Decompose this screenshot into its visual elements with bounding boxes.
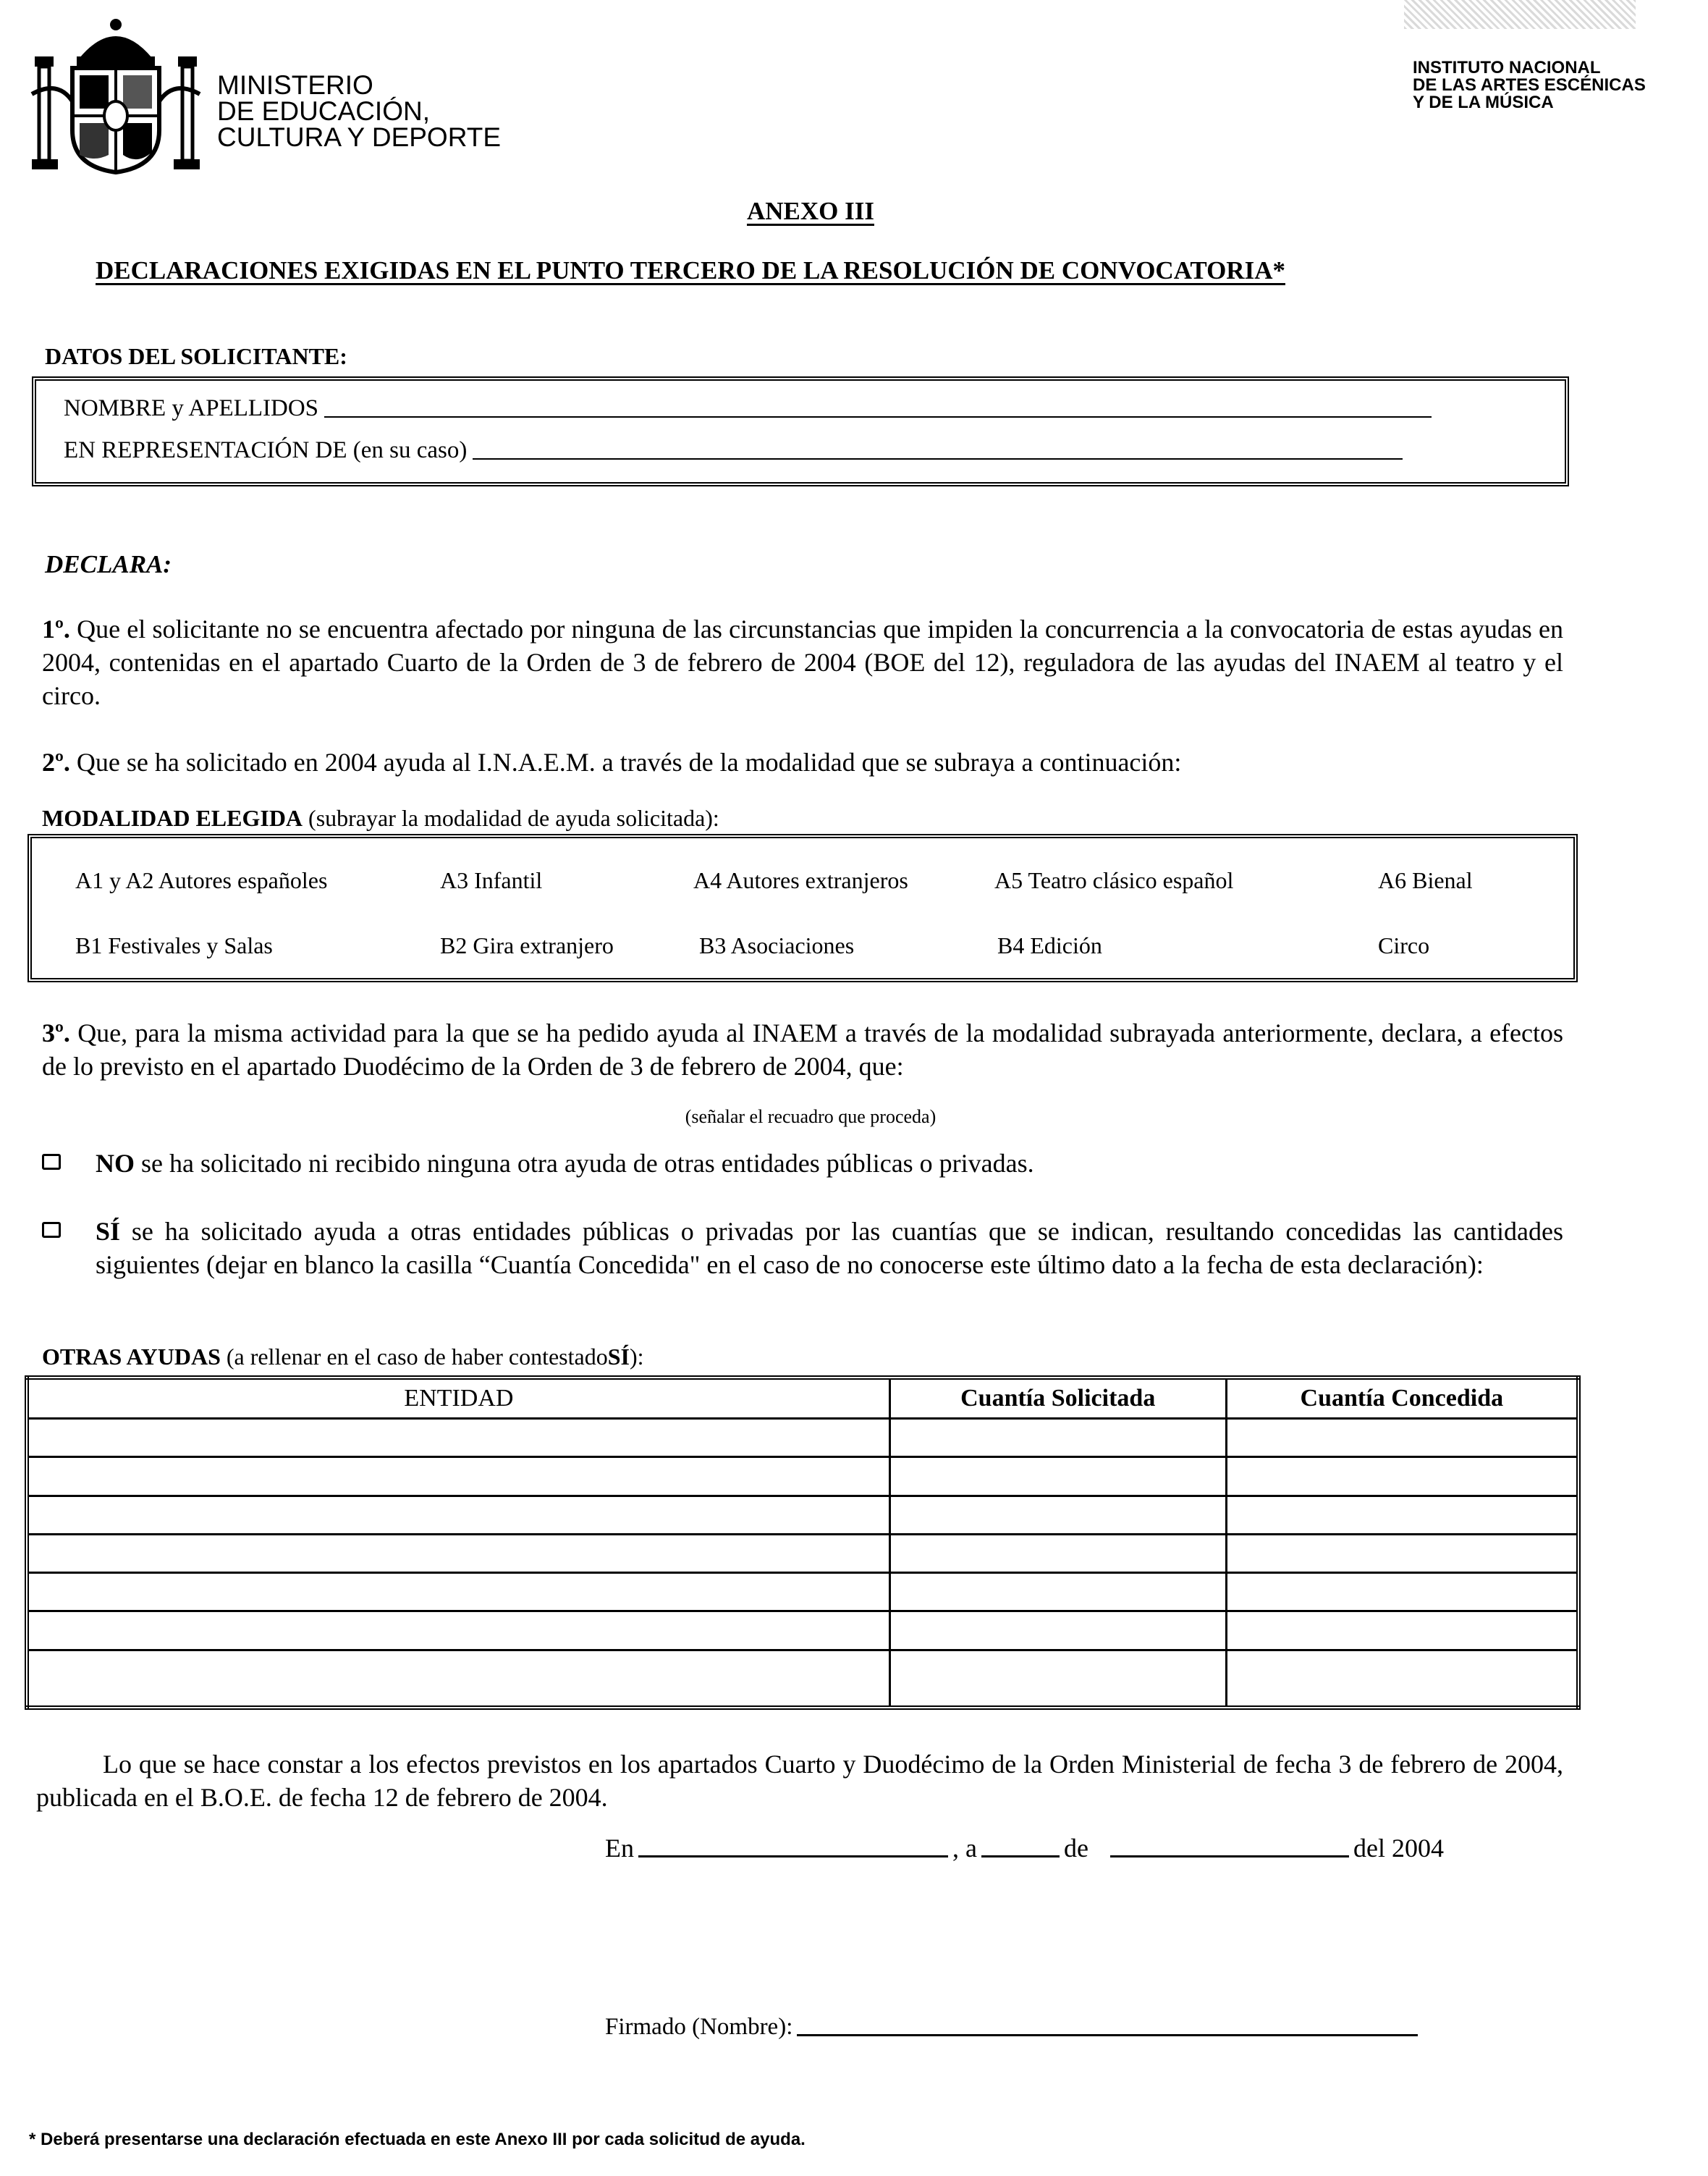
document-title (0, 197, 1621, 226)
modalidad-option[interactable]: Circo (1378, 932, 1430, 958)
modalidad-label-rest: (subrayar la modalidad de ayuda solicitada): (308, 805, 719, 831)
name-field[interactable] (324, 415, 1432, 418)
date-line (605, 1833, 1444, 1863)
concedida-cell[interactable] (1226, 1419, 1578, 1457)
concedida-cell[interactable] (1226, 1650, 1578, 1708)
day-field[interactable] (981, 1855, 1060, 1857)
date-de-label: de (1063, 1834, 1088, 1863)
institute-name (1413, 59, 1646, 111)
other-aid-label-bold: OTRAS AYUDAS (42, 1344, 221, 1370)
concedida-cell[interactable] (1226, 1457, 1578, 1496)
ministry-line-1: MINISTERIO (217, 70, 373, 100)
declara-heading: DECLARA: (45, 550, 172, 578)
solicitada-cell[interactable] (889, 1573, 1226, 1611)
institute-line-1: INSTITUTO NACIONAL (1413, 58, 1601, 77)
paragraph-1-number: 1º. (42, 615, 70, 644)
solicitada-cell[interactable] (889, 1496, 1226, 1534)
coat-of-arms-icon (29, 14, 203, 175)
entidad-cell[interactable] (27, 1650, 889, 1708)
paragraph-3-text: Que, para la misma actividad para la que se ha pedido ayuda al INAEM a través de la modalidad subrayada anteriormente, declara, a efectos de lo previsto en el apartado Duodécimo de la Orden de 3 de febrero de 2004, que: (42, 1019, 1563, 1081)
date-year-label: del 2004 (1353, 1834, 1444, 1863)
option-si-description: se ha solicitado ayuda a otras entidades públicas o privadas por las cuantías que se indican, resultando concedidas las cantidades siguientes (dejar en blanco la casilla “Cuantía Concedida" en el caso de no conocerse este último dato a la fecha de esta declaración): (96, 1217, 1564, 1279)
other-aid-label-end: ): (629, 1344, 644, 1370)
table-row (27, 1496, 1578, 1534)
paragraph-2-number: 2º. (42, 748, 70, 777)
other-aid-table (25, 1375, 1581, 1710)
modalidad-option[interactable]: B2 Gira extranjero (440, 932, 614, 958)
concedida-cell[interactable] (1226, 1611, 1578, 1650)
entidad-cell[interactable] (27, 1496, 889, 1534)
name-row (64, 395, 1432, 422)
institute-line-3: Y DE LA MÚSICA (1413, 93, 1554, 112)
concedida-cell[interactable] (1226, 1496, 1578, 1534)
concedida-cell[interactable] (1226, 1534, 1578, 1572)
signature-line (605, 2014, 1418, 2041)
other-aid-label (42, 1344, 644, 1370)
representation-row (64, 437, 1403, 464)
date-en-label: En (605, 1834, 634, 1863)
solicitada-cell[interactable] (889, 1611, 1226, 1650)
paragraph-2-text: Que se ha solicitado en 2004 ayuda al I.N.A.E.M. a través de la modalidad que se subraya a continuación: (76, 748, 1182, 777)
closing-statement: Lo que se hace constar a los efectos previstos en los apartados Cuarto y Duodécimo de la Orden Ministerial de fecha 3 de febrero de 2004, publicada en el B.O.E. de fecha 12 de febrero de 2004. (36, 1750, 1563, 1812)
signature-field[interactable] (797, 2033, 1418, 2036)
institute-line-2: DE LAS ARTES ESCÉNICAS (1413, 75, 1646, 95)
table-header-row (27, 1378, 1578, 1419)
paragraph-3 (42, 1016, 1563, 1083)
document-title-text: ANEXO III (746, 197, 874, 225)
option-no-description: se ha solicitado ni recibido ninguna otra ayuda de otras entidades públicas o privadas. (141, 1149, 1034, 1178)
date-a-label: , a (952, 1834, 977, 1863)
ministry-line-3: CULTURA Y DEPORTE (217, 122, 502, 152)
column-cuantia-solicitada: Cuantía Solicitada (889, 1378, 1226, 1419)
modalidad-option[interactable]: B3 Asociaciones (699, 932, 855, 958)
representation-label: EN REPRESENTACIÓN DE (en su caso) (64, 437, 468, 463)
paragraph-3-number: 3º. (42, 1019, 70, 1047)
option-si-bold: SÍ (96, 1217, 121, 1246)
other-aid-label-si: SÍ (607, 1344, 630, 1370)
ministry-line-2: DE EDUCACIÓN, (217, 96, 430, 126)
table-row (27, 1650, 1578, 1708)
entidad-cell[interactable] (27, 1611, 889, 1650)
column-cuantia-concedida: Cuantía Concedida (1226, 1378, 1578, 1419)
solicitada-cell[interactable] (889, 1534, 1226, 1572)
modalidad-label-bold: MODALIDAD ELEGIDA (42, 805, 303, 831)
option-no-checkbox[interactable] (42, 1154, 61, 1170)
table-row (27, 1573, 1578, 1611)
paragraph-1-text: Que el solicitante no se encuentra afectado por ninguna de las circunstancias que impiden la concurrencia a la convocatoria de estas ayudas en 2004, contenidas en el apartado Cuarto de la Orden de 3 de febrero de 2004 (BOE del 12), reguladora de las ayudas del INAEM al teatro y el circo. (42, 615, 1563, 710)
table-row (27, 1611, 1578, 1650)
modalidad-option[interactable]: A1 y A2 Autores españoles (75, 867, 328, 893)
scan-noise (1404, 0, 1636, 29)
modalidad-option[interactable]: A4 Autores extranjeros (693, 867, 908, 893)
other-aid-label-rest: (a rellenar en el caso de haber contestado (226, 1344, 608, 1370)
table-row (27, 1534, 1578, 1572)
select-instruction: (señalar el recuadro que proceda) (685, 1106, 937, 1127)
paragraph-2 (42, 746, 1563, 779)
option-si-checkbox[interactable] (42, 1222, 61, 1238)
table-row (27, 1457, 1578, 1496)
modalidad-label (42, 805, 719, 832)
modalidad-option[interactable]: A5 Teatro clásico español (994, 867, 1234, 893)
entidad-cell[interactable] (27, 1419, 889, 1457)
column-entidad: ENTIDAD (27, 1378, 889, 1419)
document-subtitle: DECLARACIONES EXIGIDAS EN EL PUNTO TERCERO DE LA RESOLUCIÓN DE CONVOCATORIA* (96, 256, 1285, 284)
entidad-cell[interactable] (27, 1457, 889, 1496)
place-field[interactable] (638, 1855, 948, 1857)
representation-field[interactable] (473, 457, 1403, 460)
modalidad-option[interactable]: B4 Edición (997, 932, 1102, 958)
option-si (42, 1215, 1563, 1316)
modalidad-option[interactable]: A3 Infantil (440, 867, 543, 893)
modalidad-box (28, 834, 1578, 982)
solicitada-cell[interactable] (889, 1457, 1226, 1496)
modalidad-option[interactable]: B1 Festivales y Salas (75, 932, 273, 958)
solicitada-cell[interactable] (889, 1419, 1226, 1457)
signature-label: Firmado (Nombre): (605, 2014, 793, 2040)
option-no (42, 1147, 1563, 1183)
applicant-box (32, 376, 1569, 486)
option-no-bold: NO (96, 1149, 135, 1178)
table-row (27, 1419, 1578, 1457)
concedida-cell[interactable] (1226, 1573, 1578, 1611)
entidad-cell[interactable] (27, 1573, 889, 1611)
ministry-name (217, 72, 501, 151)
paragraph-1 (42, 612, 1563, 712)
name-label: NOMBRE y APELLIDOS (64, 395, 319, 421)
entidad-cell[interactable] (27, 1534, 889, 1572)
option-no-text (96, 1147, 1563, 1180)
footnote: * Deberá presentarse una declaración efectuada en este Anexo III por cada solicitud de ayuda. (29, 2130, 806, 2149)
solicitada-cell[interactable] (889, 1650, 1226, 1708)
applicant-section-label: DATOS DEL SOLICITANTE: (45, 343, 347, 369)
month-field[interactable] (1110, 1855, 1349, 1857)
modalidad-option[interactable]: A6 Bienal (1378, 867, 1473, 893)
option-si-text (96, 1215, 1563, 1281)
